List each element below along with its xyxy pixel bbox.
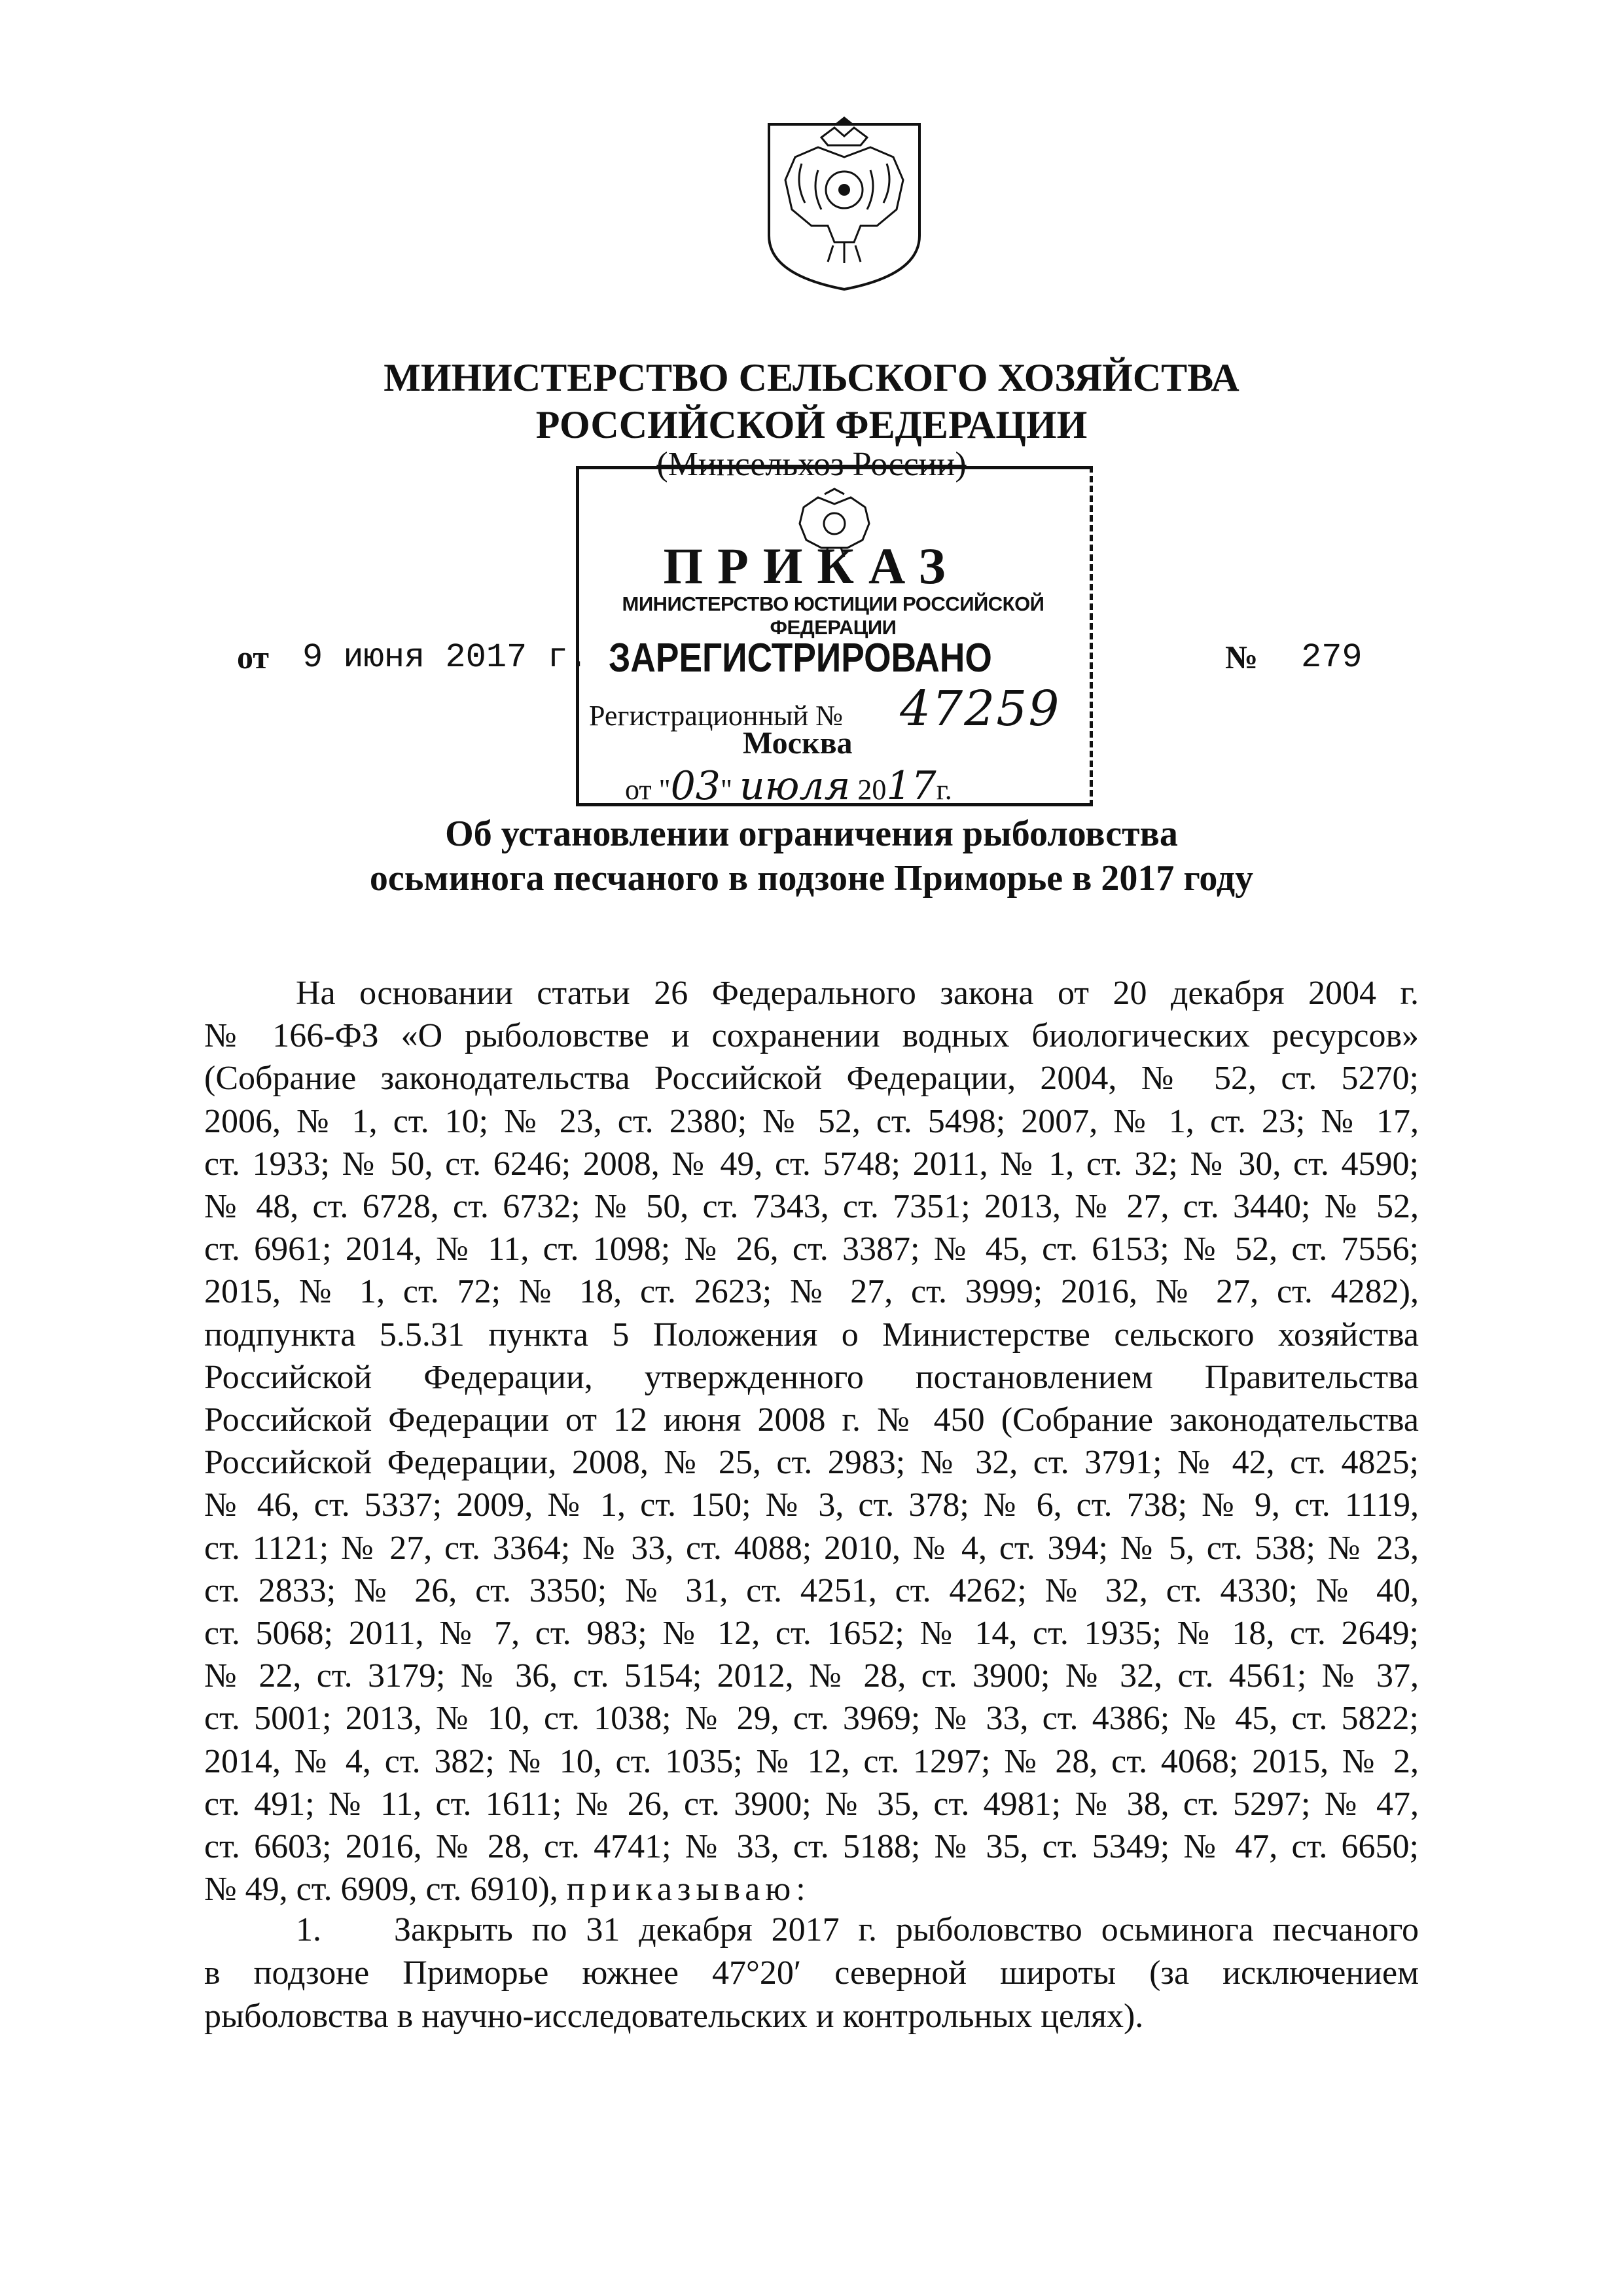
preamble-line: ст. 1933; № 50, ст. 6246; 2008, № 49, ст. 5748; 2011, № 1, ст. 32; № 30, ст. 4590; xyxy=(204,1145,1419,1183)
preamble-line: На основании статьи 26 Федерального закона от 20 декабря 2004 г. xyxy=(296,975,1419,1012)
preamble-line: ст. 6961; 2014, № 11, ст. 1098; № 26, ст. 3387; № 45, ст. 6153; № 52, ст. 7556; xyxy=(204,1230,1419,1268)
stamp-ministry: МИНИСТЕРСТВО ЮСТИЦИИ РОССИЙСКОЙ ФЕДЕРАЦИИ xyxy=(622,592,1044,639)
order-word: приказываю: xyxy=(566,1871,811,1909)
ministry-short-name: (Минсельхоз России) xyxy=(656,446,967,483)
stamp-reg-number: 47259 xyxy=(900,681,1061,737)
stamp-date-month: июля xyxy=(739,763,851,809)
item-line: в подзоне Приморье южнее 47°20′ северной широты (за исключением xyxy=(204,1954,1419,1992)
order-date: 9 июня 2017 г. xyxy=(302,638,588,677)
order-title-line2: осьминога песчаного в подзоне Приморье в 2017 году xyxy=(369,858,1254,899)
stamp-date-year-pre: 20 xyxy=(857,774,887,806)
preamble xyxy=(204,972,1419,1910)
item-text: Закрыть по 31 декабря 2017 г. рыболовство осьминога песчаного xyxy=(394,1911,1419,1948)
stamp-date-quote: " xyxy=(720,774,732,806)
preamble-line: 2015, № 1, ст. 72; № 18, ст. 2623; № 27, ст. 3999; 2016, № 27, ст. 4282), xyxy=(204,1273,1419,1311)
preamble-last-line xyxy=(204,1868,1419,1910)
coat-of-arms-icon xyxy=(756,111,933,295)
stamp-status: ЗАРЕГИСТРИРОВАНО xyxy=(609,636,992,681)
order-title-line1: Об установлении ограничения рыболовства xyxy=(445,814,1178,854)
ministry-name-line2: РОССИЙСКОЙ ФЕДЕРАЦИИ xyxy=(535,403,1088,446)
order-item-1 xyxy=(204,1909,1419,2038)
item-number: 1. xyxy=(296,1911,321,1948)
preamble-line: № 48, ст. 6728, ст. 6732; № 50, ст. 7343, ст. 7351; 2013, № 27, ст. 3440; № 52, xyxy=(204,1188,1419,1226)
stamp-city: Москва xyxy=(743,726,853,761)
item-line xyxy=(204,1909,1419,1952)
stamp-date-suffix: г. xyxy=(936,774,952,806)
preamble-line: 2014, № 4, ст. 382; № 10, ст. 1035; № 12, ст. 1297; № 28, ст. 4068; 2015, № 2, xyxy=(204,1742,1419,1780)
preamble-last-text: № 49, ст. 6909, ст. 6910), xyxy=(204,1871,558,1909)
stamp-date xyxy=(625,763,952,809)
preamble-line: ст. 2833; № 26, ст. 3350; № 31, ст. 4251, ст. 4262; № 32, ст. 4330; № 40, xyxy=(204,1571,1419,1609)
stamp-reg-label: Регистрационный № xyxy=(589,700,844,732)
preamble-line: ст. 491; № 11, ст. 1611; № 26, ст. 3900; № 35, ст. 4981; № 38, ст. 5297; № 47, xyxy=(204,1785,1419,1823)
preamble-line: ст. 5068; 2011, № 7, ст. 983; № 12, ст. 1652; № 14, ст. 1935; № 18, ст. 2649; xyxy=(204,1615,1419,1653)
preamble-line: ст. 1121; № 27, ст. 3364; № 33, ст. 4088; 2010, № 4, ст. 394; № 5, ст. 538; № 23, xyxy=(204,1529,1419,1567)
number-label: № xyxy=(1225,639,1258,675)
preamble-line: ст. 5001; 2013, № 10, ст. 1038; № 29, ст. 3969; № 33, ст. 4386; № 45, ст. 5822; xyxy=(204,1700,1419,1738)
preamble-line: № 22, ст. 3179; № 36, ст. 5154; 2012, № 28, ст. 3900; № 32, ст. 4561; № 37, xyxy=(204,1657,1419,1695)
preamble-line: (Собрание законодательства Российской Федерации, 2004, № 52, ст. 5270; xyxy=(204,1060,1419,1098)
document-type: ПРИКАЗ xyxy=(663,537,960,594)
preamble-line: № 46, ст. 5337; 2009, № 1, ст. 150; № 3, ст. 378; № 6, ст. 738; № 9, ст. 1119, xyxy=(204,1486,1419,1524)
preamble-line: Российской Федерации, утвержденного постановлением Правительства xyxy=(204,1358,1419,1396)
preamble-line: 2006, № 1, ст. 10; № 23, ст. 2380; № 52, ст. 5498; 2007, № 1, ст. 23; № 17, xyxy=(204,1102,1419,1140)
preamble-line: № 166-ФЗ «О рыболовстве и сохранении водных биологических ресурсов» xyxy=(204,1017,1419,1055)
item-line: рыболовства в научно-исследовательских и контрольных целях). xyxy=(204,1998,1144,2035)
date-label: от xyxy=(237,639,269,675)
stamp-date-prefix: от " xyxy=(625,774,671,806)
stamp-date-day: 03 xyxy=(670,763,721,809)
stamp-date-year: 17 xyxy=(886,763,936,809)
preamble-line: подпункта 5.5.31 пункта 5 Положения о Министерстве сельского хозяйства xyxy=(204,1316,1419,1354)
ministry-name-line1: МИНИСТЕРСТВО СЕЛЬСКОГО ХОЗЯЙСТВА xyxy=(383,356,1240,399)
preamble-line: Российской Федерации от 12 июня 2008 г. № 450 (Собрание законодательства xyxy=(204,1401,1419,1439)
order-number: 279 xyxy=(1301,638,1363,677)
preamble-line: ст. 6603; 2016, № 28, ст. 4741; № 33, ст. 5188; № 35, ст. 5349; № 47, ст. 6650; xyxy=(204,1828,1419,1866)
preamble-line: Российской Федерации, 2008, № 25, ст. 2983; № 32, ст. 3791; № 42, ст. 4825; xyxy=(204,1444,1419,1482)
